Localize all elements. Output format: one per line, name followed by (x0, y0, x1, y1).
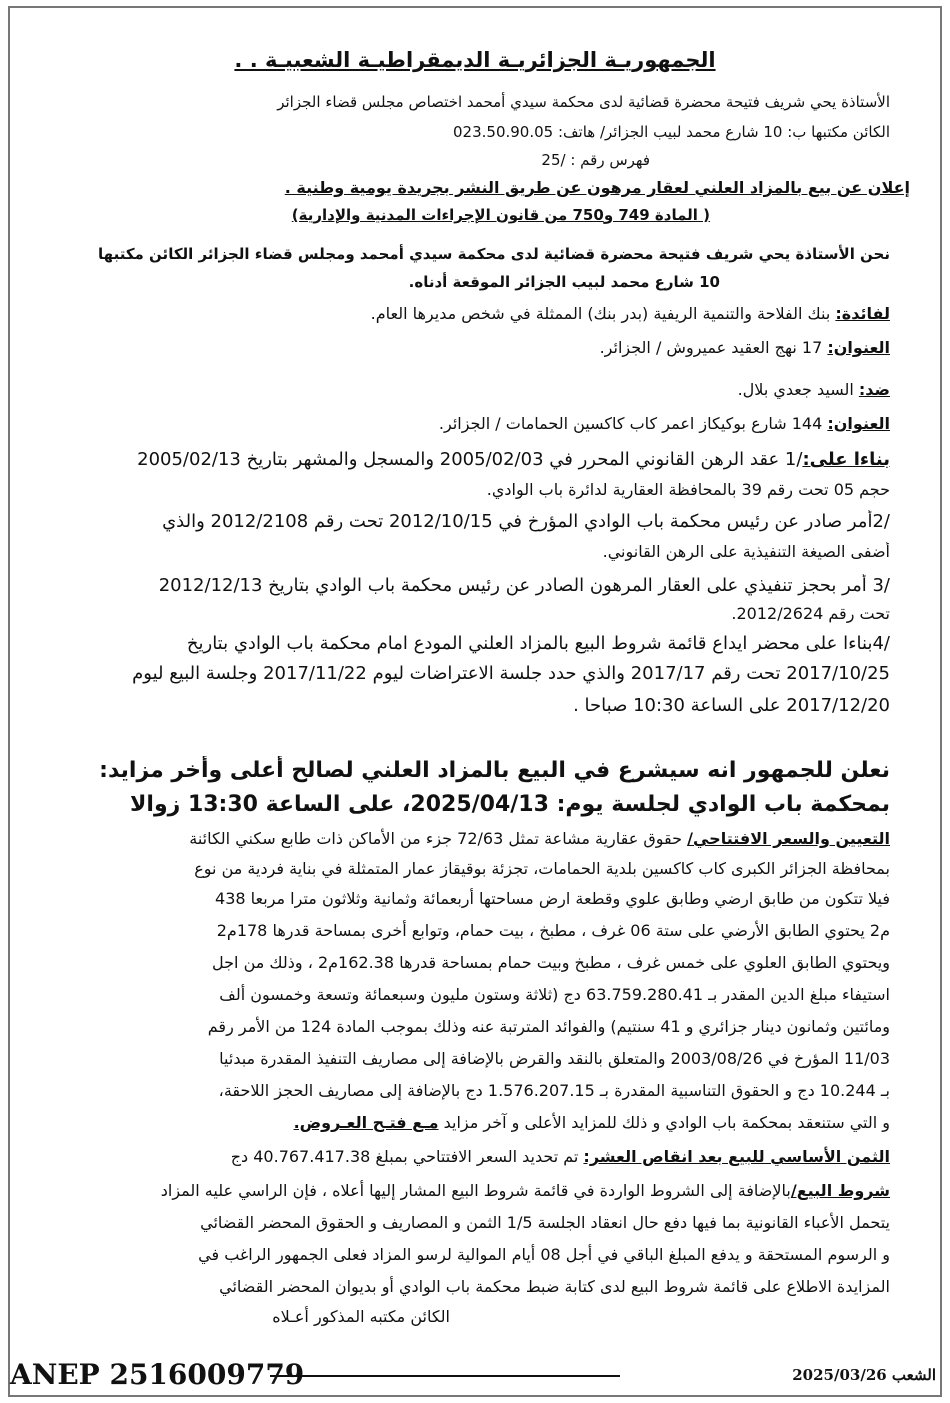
designation-line-10 (14, 1112, 890, 1134)
basis-line-9: 2017/12/20 على الساعة 10:30 صباحا . (573, 695, 890, 716)
beneficiary-address-label: العنوان: (827, 338, 890, 357)
conditions-label: شروط البيع/ (790, 1181, 890, 1200)
conditions-line-5: الكائن مكتبه المذكور أعـلاه (272, 1307, 450, 1326)
notice-articles: ( المادة 749 و750 من قانون الإجراءات المدنية والإدارية) (291, 206, 710, 224)
open-bids-note: مـع فتـح العـروض. (293, 1113, 439, 1132)
basis-line-2: حجم 05 تحت رقم 39 بالمحافظة العقارية لدائرة باب الوادي. (486, 480, 890, 499)
announcement-line-2: بمحكمة باب الوادي لجلسة يوم: 2025/04/13، على الساعة 13:30 زوالا (130, 792, 890, 817)
conditions-line-1 (14, 1180, 890, 1202)
against-line (14, 380, 890, 400)
bailiff-address: الكائن مكتبها ب: 10 شارع محمد لبيب الجزائر/ هاتف: 023.50.90.05 (453, 123, 890, 141)
republic-title: الجمهوريـة الجزائريـة الديمقراطيـة الشعبيـة . . (234, 48, 716, 72)
basis-line-3: /2أمر صادر عن رئيس محكمة باب الوادي المؤرخ في 2012/10/15 تحت رقم 2012/2108 والذي (162, 511, 890, 532)
basis-line-6: تحت رقم 2012/2624. (731, 604, 890, 623)
against-label: ضد: (858, 380, 890, 399)
base-price-line (14, 1146, 890, 1168)
beneficiary-line (14, 304, 890, 324)
designation-line-1 (14, 828, 890, 850)
against-address-line (14, 414, 890, 434)
designation-label: التعيين والسعر الافتتاحي/ (687, 829, 890, 848)
designation-line-2: بمحافظة الجزائر الكبرى كاب كاكسين بلدية الحمامات، تجزئة بوقيقاز عمار المتمثلة في بناية فردية من نوع (194, 859, 890, 878)
basis-line-5: /3 أمر بحجز تنفيذي على العقار المرهون الصادر عن رئيس محكمة باب الوادي بتاريخ 2012/12/13 (158, 575, 890, 596)
footer-divider (270, 1375, 620, 1377)
designation-line-5: ويحتوي الطابق العلوي على خمس غرف ، مطبخ وبيت حمام بمساحة قدرها 162.38م2 ، وذلك من اجل (212, 953, 890, 972)
basis-line-1 (14, 448, 890, 472)
designation-line-7: ومائتين وثمانون دينار جزائري و 41 سنتيم) والفوائد المترتبة عنه وذلك بموجب المادة 124 من الأمر رقم (207, 1017, 890, 1036)
basis-label: بناءا على: (802, 449, 890, 470)
conditions-line-4: المزايدة الاطلاع على قائمة شروط البيع لدى كتابة ضبط محكمة باب الوادي أو بديوان المحضر القضائي (219, 1277, 890, 1296)
designation-line-4: م2 يحتوي الطابق الأرضي على ستة 06 غرف ، مطبخ ، بيت حمام، وتوابع أخرى بمساحة قدرها 178م2 (216, 921, 890, 940)
designation-line-9: بـ 10.244 دج و الحقوق التناسبية المقدرة بـ 1.576.207.15 دج بالإضافة إلى مصاريف الحجز اللاحقة، (218, 1081, 890, 1100)
conditions-line-2: يتحمل الأعباء القانونية بما فيها دفع حال انعقاد الجلسة 1/5 الثمن و المصاريف و الحقوق المحضر القضائي (200, 1213, 890, 1232)
basis-line-4: أضفى الصيغة التنفيذية على الرهن القانوني. (602, 542, 890, 561)
against-address-value: 144 شارع بوكيكاز اعمر كاب كاكسين الحمامات / الجزائر. (438, 414, 828, 433)
announcement-line-1: نعلن للجمهور انه سيشرع في البيع بالمزاد العلني لصالح أعلى وأخر مزايد: (99, 758, 890, 783)
beneficiary-address-line (14, 338, 890, 358)
against-value: السيد جعدي بلال. (737, 380, 859, 399)
publication-date: الشعب 2025/03/26 (792, 1366, 936, 1384)
notice-title: إعلان عن بيع بالمزاد العلني لعقار مرهون عن طريق النشر بجريدة يومية وطنية . (284, 178, 910, 197)
anep-code: ANEP 2516009779 (10, 1358, 305, 1391)
designation-text-10: و التي ستنعقد بمحكمة باب الوادي و ذلك للمزايد الأعلى و آخر مزايد (438, 1113, 890, 1132)
basis-text-1: /1 عقد الرهن القانوني المحرر في 2005/02/03 والمسجل والمشهر بتاريخ 2005/02/13 (137, 449, 803, 470)
basis-line-7: /4بناءا على محضر ايداع قائمة شروط البيع بالمزاد العلني المودع امام محكمة باب الوادي بتاريخ (186, 633, 890, 654)
base-price-label: الثمن الأساسي للبيع بعد انقاص العشر: (583, 1147, 890, 1166)
against-address-label: العنوان: (827, 414, 890, 433)
base-price-value: تم تحديد السعر الافتتاحي بمبلغ 40.767.417.38 دج (230, 1147, 584, 1166)
intro-line-1: نحن الأستاذة يحي شريف فتيحة محضرة قضائية لدى محكمة سيدي أمحمد ومجلس قضاء الجزائر الكائن مكتبها (98, 245, 890, 263)
designation-text-1: حقوق عقارية مشاعة تمثل 72/63 جزء من الأماكن ذات طابع سكني الكائنة (189, 829, 688, 848)
conditions-text-1: بالإضافة إلى الشروط الواردة في قائمة شروط البيع المشار إليها أعلاه ، فإن الراسي عليه المزاد (160, 1181, 791, 1200)
intro-line-2: 10 شارع محمد لبيب الجزائر الموقعة أدناه. (408, 273, 720, 291)
designation-line-6: استيفاء مبلغ الدين المقدر بـ 63.759.280.41 دج (ثلاثة وستون مليون وسبعمائة وتسعة وخمسون ألف (219, 985, 890, 1004)
designation-line-3: فيلا تتكون من طابق ارضي وطابق علوي وقطعة ارض مساحتها أربعمائة وثمانية وثلاثون مترا مربعا 438 (215, 889, 890, 908)
basis-line-8: 2017/10/25 تحت رقم 2017/17 والذي حدد جلسة الاعتراضات ليوم 2017/11/22 وجلسة البيع ليوم (132, 663, 890, 684)
beneficiary-value: بنك الفلاحة والتنمية الريفية (بدر بنك) الممثلة في شخص مديرها العام. (370, 304, 836, 323)
beneficiary-address-value: 17 نهج العقيد عميروش / الجزائر. (599, 338, 828, 357)
bailiff-line: الأستاذة يحي شريف فتيحة محضرة قضائية لدى محكمة سيدي أمحمد اختصاص مجلس قضاء الجزائر (277, 93, 890, 111)
index-number: فهرس رقم : /25 (541, 151, 650, 169)
beneficiary-label: لفائدة: (835, 304, 890, 323)
conditions-line-3: و الرسوم المستحقة و يدفع المبلغ الباقي في أجل 08 أيام الموالية لرسو المزاد فعلى الجمهور الراغب في (198, 1245, 890, 1264)
designation-line-8: 11/03 المؤرخ في 2003/08/26 والمتعلق بالنقد والقرض بالإضافة إلى مصاريف التنفيذ المقدرة مبدئيا (219, 1049, 890, 1068)
